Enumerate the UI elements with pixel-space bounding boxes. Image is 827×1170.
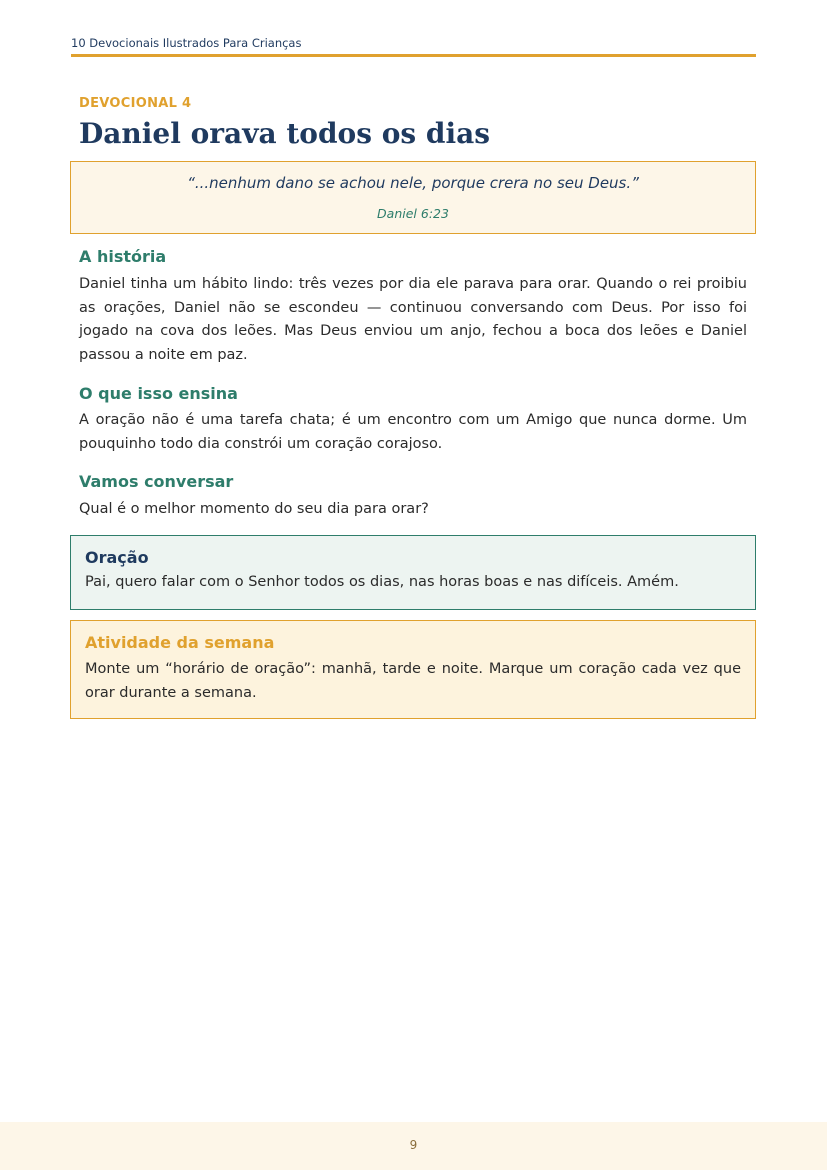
verse-reference: Daniel 6:23 [377,206,449,221]
activity-box [70,620,756,719]
section-body-talk: Qual é o melhor momento do seu dia para orar? [79,501,429,517]
devotional-number: DEVOCIONAL 4 [79,96,192,111]
prayer-title: Oração [85,548,149,567]
page-title: Daniel orava todos os dias [79,117,491,150]
activity-title: Atividade da semana [85,633,275,652]
header-divider [71,54,756,57]
section-body-story: Daniel tinha um hábito lindo: três vezes por dia ele parava para orar. Quando o rei proibiu as orações, Daniel não se escondeu — continuou conversando com Deus. Por isso foi jogado na cova dos leões. Mas Deus enviou um anjo, fechou a boca dos leões e Daniel passou a noite em paz. [79,276,747,363]
section-body-lesson: A oração não é uma tarefa chata; é um encontro com um Amigo que nunca dorme. Um pouquinho todo dia constrói um coração corajoso. [79,412,747,452]
prayer-text: Pai, quero falar com o Senhor todos os dias, nas horas boas e nas difíceis. Amém. [85,574,679,590]
section-heading-talk: Vamos conversar [79,472,234,491]
activity-text: Monte um “horário de oração”: manhã, tarde e noite. Marque um coração cada vez que orar durante a semana. [85,661,741,701]
verse-text: “...nenhum dano se achou nele, porque crera no seu Deus.” [187,174,639,192]
prayer-box [70,535,756,610]
section-heading-lesson: O que isso ensina [79,384,238,403]
section-heading-story: A história [79,247,167,266]
page-footer [0,1122,827,1170]
running-header: 10 Devocionais Ilustrados Para Crianças [71,36,302,50]
page-number: 9 [409,1138,418,1152]
verse-box [70,161,756,234]
